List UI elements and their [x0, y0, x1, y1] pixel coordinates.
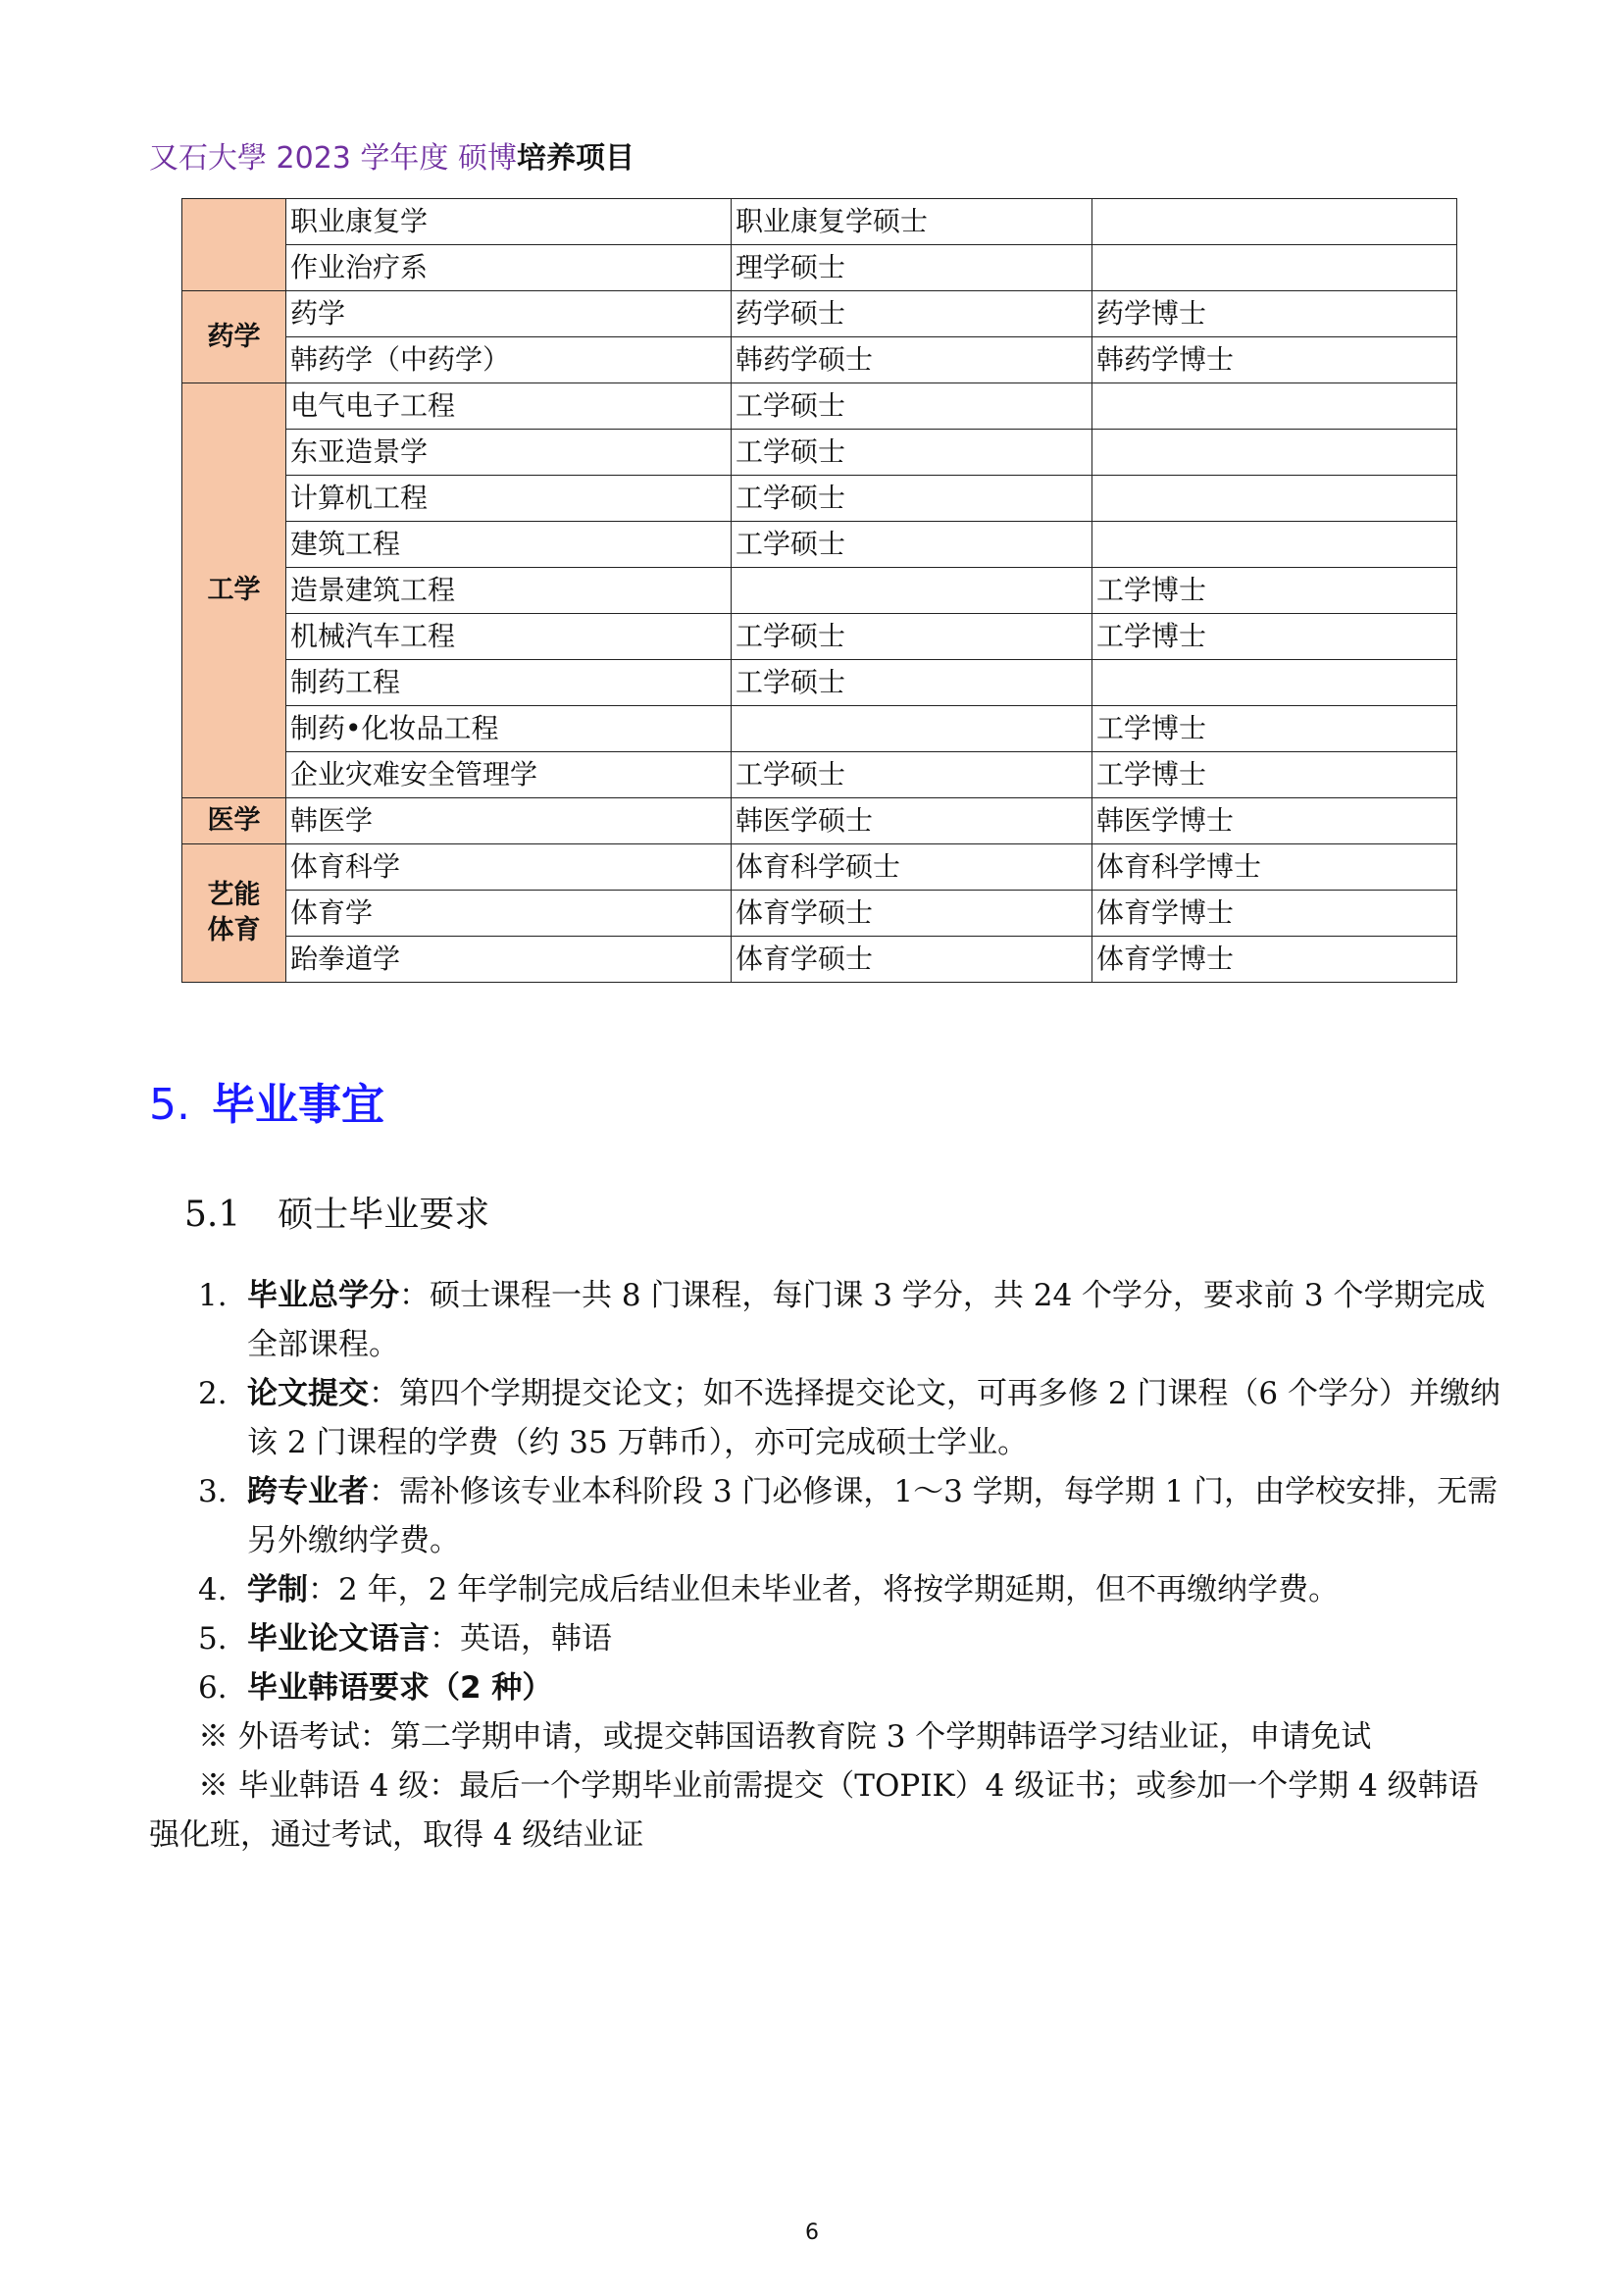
note-foreign-language-exam: ※ 外语考试：第二学期申请，或提交韩国语教育院 3 个学期韩语学习结业证，申请免试 [198, 1719, 1372, 1755]
master-degree-cell: 职业康复学硕士 [732, 199, 1092, 245]
master-degree-cell: 工学硕士 [732, 752, 1092, 798]
major-cell: 机械汽车工程 [286, 614, 732, 660]
table-row [182, 798, 1457, 844]
requirement-text: ：需补修该专业本科阶段 3 门必修课，1～3 学期，每学期 1 门，由学校安排，无需另外缴纳学费。 [247, 1474, 1498, 1558]
major-cell: 企业灾难安全管理学 [286, 752, 732, 798]
requirement-text: ：第四个学期提交论文；如不选择提交论文，可再多修 2 门课程（6 个学分）并缴纳该 2 门课程的学费（约 35 万韩币），亦可完成硕士学业。 [247, 1376, 1501, 1460]
master-degree-cell: 工学硕士 [732, 522, 1092, 568]
doctor-degree-cell: 韩医学博士 [1092, 798, 1457, 844]
requirement-label: 跨专业者 [247, 1474, 369, 1509]
table-row [182, 706, 1457, 752]
requirement-item [149, 1663, 1502, 1712]
doctor-degree-cell: 体育科学博士 [1092, 844, 1457, 891]
requirements-list [149, 1271, 1502, 1860]
doctor-degree-cell: 药学博士 [1092, 291, 1457, 337]
master-degree-cell: 工学硕士 [732, 614, 1092, 660]
category-cell [182, 844, 286, 983]
requirement-label: 毕业总学分 [247, 1278, 399, 1313]
table-row [182, 476, 1457, 522]
table-row [182, 660, 1457, 706]
doctor-degree-cell: 体育学博士 [1092, 937, 1457, 983]
major-cell: 药学 [286, 291, 732, 337]
requirement-label: 学制 [247, 1572, 308, 1607]
master-degree-cell: 体育学硕士 [732, 891, 1092, 937]
section-number: 5. [149, 1080, 190, 1130]
master-degree-cell [732, 568, 1092, 614]
major-cell: 韩医学 [286, 798, 732, 844]
category-line: 体育 [207, 915, 261, 945]
major-cell: 制药工程 [286, 660, 732, 706]
major-cell: 职业康复学 [286, 199, 732, 245]
major-cell: 跆拳道学 [286, 937, 732, 983]
major-cell: 韩药学（中药学） [286, 337, 732, 383]
subsection-title [184, 1187, 527, 1237]
category-cell: 药学 [182, 291, 286, 383]
master-degree-cell [732, 706, 1092, 752]
subsection-title-text: 硕士毕业要求 [278, 1195, 490, 1235]
doctor-degree-cell [1092, 245, 1457, 291]
major-cell: 东亚造景学 [286, 430, 732, 476]
master-degree-cell: 工学硕士 [732, 430, 1092, 476]
page-number: 6 [805, 2220, 819, 2245]
table-row [182, 752, 1457, 798]
program-table [181, 198, 1457, 983]
requirement-text: ：英语，韩语 [430, 1621, 612, 1657]
doctor-degree-cell: 韩药学博士 [1092, 337, 1457, 383]
master-degree-cell: 工学硕士 [732, 476, 1092, 522]
master-degree-cell: 韩药学硕士 [732, 337, 1092, 383]
category-line: 艺能 [207, 880, 261, 910]
requirement-item [149, 1271, 1502, 1369]
requirement-number: 2. [198, 1376, 228, 1411]
requirement-item [149, 1467, 1502, 1565]
table-row [182, 337, 1457, 383]
category-cell [182, 199, 286, 291]
header-title-purple: 又石大學 2023 学年度 硕博 [149, 141, 517, 176]
requirement-label: 论文提交 [247, 1376, 369, 1411]
table-row [182, 430, 1457, 476]
program-table-body [182, 199, 1457, 983]
master-degree-cell: 韩医学硕士 [732, 798, 1092, 844]
doctor-degree-cell [1092, 430, 1457, 476]
doctor-degree-cell [1092, 660, 1457, 706]
doctor-degree-cell [1092, 199, 1457, 245]
master-degree-cell: 体育科学硕士 [732, 844, 1092, 891]
table-row [182, 568, 1457, 614]
master-degree-cell: 药学硕士 [732, 291, 1092, 337]
table-row [182, 937, 1457, 983]
table-row [182, 891, 1457, 937]
doctor-degree-cell: 工学博士 [1092, 706, 1457, 752]
table-row [182, 844, 1457, 891]
table-row [182, 522, 1457, 568]
table-row [182, 245, 1457, 291]
doctor-degree-cell: 工学博士 [1092, 614, 1457, 660]
major-cell: 电气电子工程 [286, 383, 732, 430]
master-degree-cell: 理学硕士 [732, 245, 1092, 291]
requirement-label: 毕业论文语言 [247, 1621, 430, 1657]
requirement-item [149, 1614, 1502, 1663]
section-title [149, 1069, 384, 1132]
requirement-number: 1. [198, 1278, 228, 1313]
doctor-degree-cell: 体育学博士 [1092, 891, 1457, 937]
doctor-degree-cell: 工学博士 [1092, 752, 1457, 798]
doctor-degree-cell [1092, 476, 1457, 522]
table-row [182, 383, 1457, 430]
table-row [182, 614, 1457, 660]
doctor-degree-cell [1092, 383, 1457, 430]
major-cell: 体育学 [286, 891, 732, 937]
major-cell: 计算机工程 [286, 476, 732, 522]
requirement-text: ：硕士课程一共 8 门课程，每门课 3 学分，共 24 个学分，要求前 3 个学期完成全部课程。 [247, 1278, 1486, 1362]
master-degree-cell: 工学硕士 [732, 660, 1092, 706]
major-cell: 造景建筑工程 [286, 568, 732, 614]
requirement-number: 5. [198, 1621, 228, 1657]
requirement-number: 6. [198, 1670, 228, 1706]
major-cell: 体育科学 [286, 844, 732, 891]
subsection-number: 5.1 [184, 1195, 241, 1235]
major-cell: 建筑工程 [286, 522, 732, 568]
header-title-black: 培养项目 [516, 141, 634, 176]
category-cell: 医学 [182, 798, 286, 844]
note-korean-level-4: ※ 毕业韩语 4 级：最后一个学期毕业前需提交（TOPIK）4 级证书；或参加一个学期 4 级韩语强化班，通过考试，取得 4 级结业证 [149, 1768, 1479, 1853]
requirement-text: ：2 年，2 年学制完成后结业但未毕业者，将按学期延期，但不再缴纳学费。 [308, 1572, 1340, 1607]
major-cell: 制药•化妆品工程 [286, 706, 732, 752]
requirement-item [149, 1565, 1502, 1614]
category-cell: 工学 [182, 383, 286, 798]
major-cell: 作业治疗系 [286, 245, 732, 291]
doctor-degree-cell [1092, 522, 1457, 568]
table-row [182, 199, 1457, 245]
requirement-label: 毕业韩语要求（2 种） [247, 1670, 553, 1706]
section-title-text: 毕业事宜 [211, 1080, 384, 1130]
requirement-number: 4. [198, 1572, 228, 1607]
requirement-number: 3. [198, 1474, 228, 1509]
page-header [149, 133, 634, 177]
table-row [182, 291, 1457, 337]
requirement-item [149, 1369, 1502, 1467]
master-degree-cell: 体育学硕士 [732, 937, 1092, 983]
master-degree-cell: 工学硕士 [732, 383, 1092, 430]
doctor-degree-cell: 工学博士 [1092, 568, 1457, 614]
